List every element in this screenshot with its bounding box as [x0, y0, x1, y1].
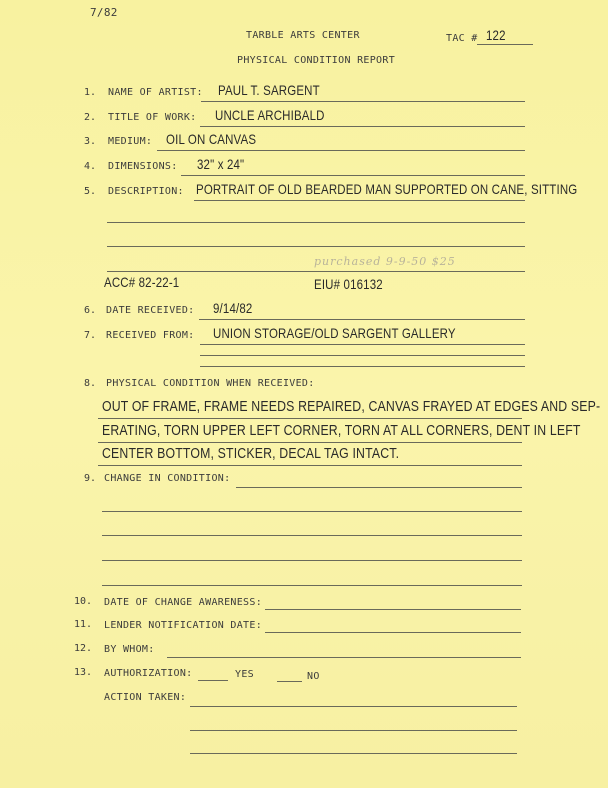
action-line-3	[190, 753, 517, 754]
field-num: 6.	[83, 305, 96, 316]
org-name: TARBLE ARTS CENTER	[246, 30, 360, 41]
title-value: UNCLE ARCHIBALD	[215, 107, 325, 123]
yes-blank	[198, 680, 228, 681]
change-line-5	[102, 585, 522, 586]
medium-label: MEDIUM:	[108, 136, 153, 147]
received-from-line-1	[200, 344, 525, 345]
acc-number: ACC# 82-22-1	[104, 274, 180, 290]
dimensions-value: 32" x 24"	[197, 156, 245, 172]
action-taken-label: ACTION TAKEN:	[104, 692, 187, 703]
physical-condition-line-2: ERATING, TORN UPPER LEFT CORNER, TORN AT ALL CORNERS, DENT IN LEFT	[102, 422, 581, 439]
field-num: 10.	[73, 596, 92, 607]
field-num: 4.	[83, 161, 96, 172]
physical-condition-label: PHYSICAL CONDITION WHEN RECEIVED:	[106, 378, 315, 389]
change-line-3	[102, 535, 522, 536]
physical-rule-1	[98, 418, 522, 419]
eiu-number: EIU# 016132	[314, 276, 383, 292]
report-title: PHYSICAL CONDITION REPORT	[237, 55, 396, 66]
description-value: PORTRAIT OF OLD BEARDED MAN SUPPORTED ON CANE, SITTING	[196, 181, 578, 197]
date-received-label: DATE RECEIVED:	[106, 305, 195, 316]
physical-condition-line-1: OUT OF FRAME, FRAME NEEDS REPAIRED, CANVAS FRAYED AT EDGES AND SEP-	[102, 398, 601, 415]
received-from-label: RECEIVED FROM:	[106, 330, 195, 341]
title-line	[200, 126, 525, 127]
tac-label: TAC #	[446, 33, 478, 44]
no-blank	[277, 681, 302, 682]
artist-value: PAUL T. SARGENT	[218, 82, 320, 98]
lender-notification-line	[265, 632, 521, 633]
change-in-condition-label: CHANGE IN CONDITION:	[104, 473, 231, 484]
received-from-line-2	[200, 355, 525, 356]
field-num: 7.	[83, 330, 96, 341]
field-num: 5.	[83, 186, 96, 197]
field-num: 11.	[73, 619, 92, 630]
date-received-line	[199, 319, 525, 320]
yes-label: YES	[235, 669, 254, 680]
action-line-1	[190, 706, 517, 707]
change-awareness-label: DATE OF CHANGE AWARENESS:	[104, 597, 263, 608]
physical-rule-2	[98, 442, 522, 443]
date-received-value: 9/14/82	[213, 300, 253, 316]
artist-line	[201, 101, 525, 102]
field-num: 3.	[83, 136, 96, 147]
field-num: 1.	[83, 87, 96, 98]
physical-rule-3	[98, 465, 522, 466]
description-label: DESCRIPTION:	[108, 186, 184, 197]
medium-value: OIL ON CANVAS	[166, 131, 257, 147]
action-line-2	[190, 730, 517, 731]
lender-notification-label: LENDER NOTIFICATION DATE:	[104, 620, 263, 631]
physical-condition-line-3: CENTER BOTTOM, STICKER, DECAL TAG INTACT.	[102, 445, 400, 462]
received-from-value: UNION STORAGE/OLD SARGENT GALLERY	[213, 325, 456, 341]
change-line-1	[236, 487, 522, 488]
field-num: 9.	[83, 473, 96, 484]
field-num: 13.	[73, 667, 92, 678]
authorization-label: AUTHORIZATION:	[104, 668, 193, 679]
description-line-1	[194, 200, 525, 201]
description-line-3	[107, 246, 525, 247]
medium-line	[157, 150, 525, 151]
title-label: TITLE OF WORK:	[108, 112, 197, 123]
field-num: 2.	[83, 112, 96, 123]
by-whom-label: BY WHOM:	[104, 644, 155, 655]
tac-line	[477, 44, 533, 45]
no-label: NO	[307, 671, 320, 682]
description-line-4	[107, 271, 525, 272]
artist-label: NAME OF ARTIST:	[108, 87, 203, 98]
pencil-purchase-note: purchased 9-9-50 $25	[314, 255, 456, 268]
change-line-4	[102, 560, 522, 561]
change-awareness-line	[265, 609, 521, 610]
date-stamp: 7/82	[90, 6, 118, 19]
dimensions-line	[181, 175, 525, 176]
description-line-2	[107, 222, 525, 223]
tac-number: 122	[486, 27, 506, 43]
by-whom-line	[167, 657, 521, 658]
field-num: 12.	[73, 643, 92, 654]
field-num: 8.	[83, 378, 96, 389]
dimensions-label: DIMENSIONS:	[108, 161, 178, 172]
change-line-2	[102, 511, 522, 512]
received-from-line-3	[200, 366, 525, 367]
